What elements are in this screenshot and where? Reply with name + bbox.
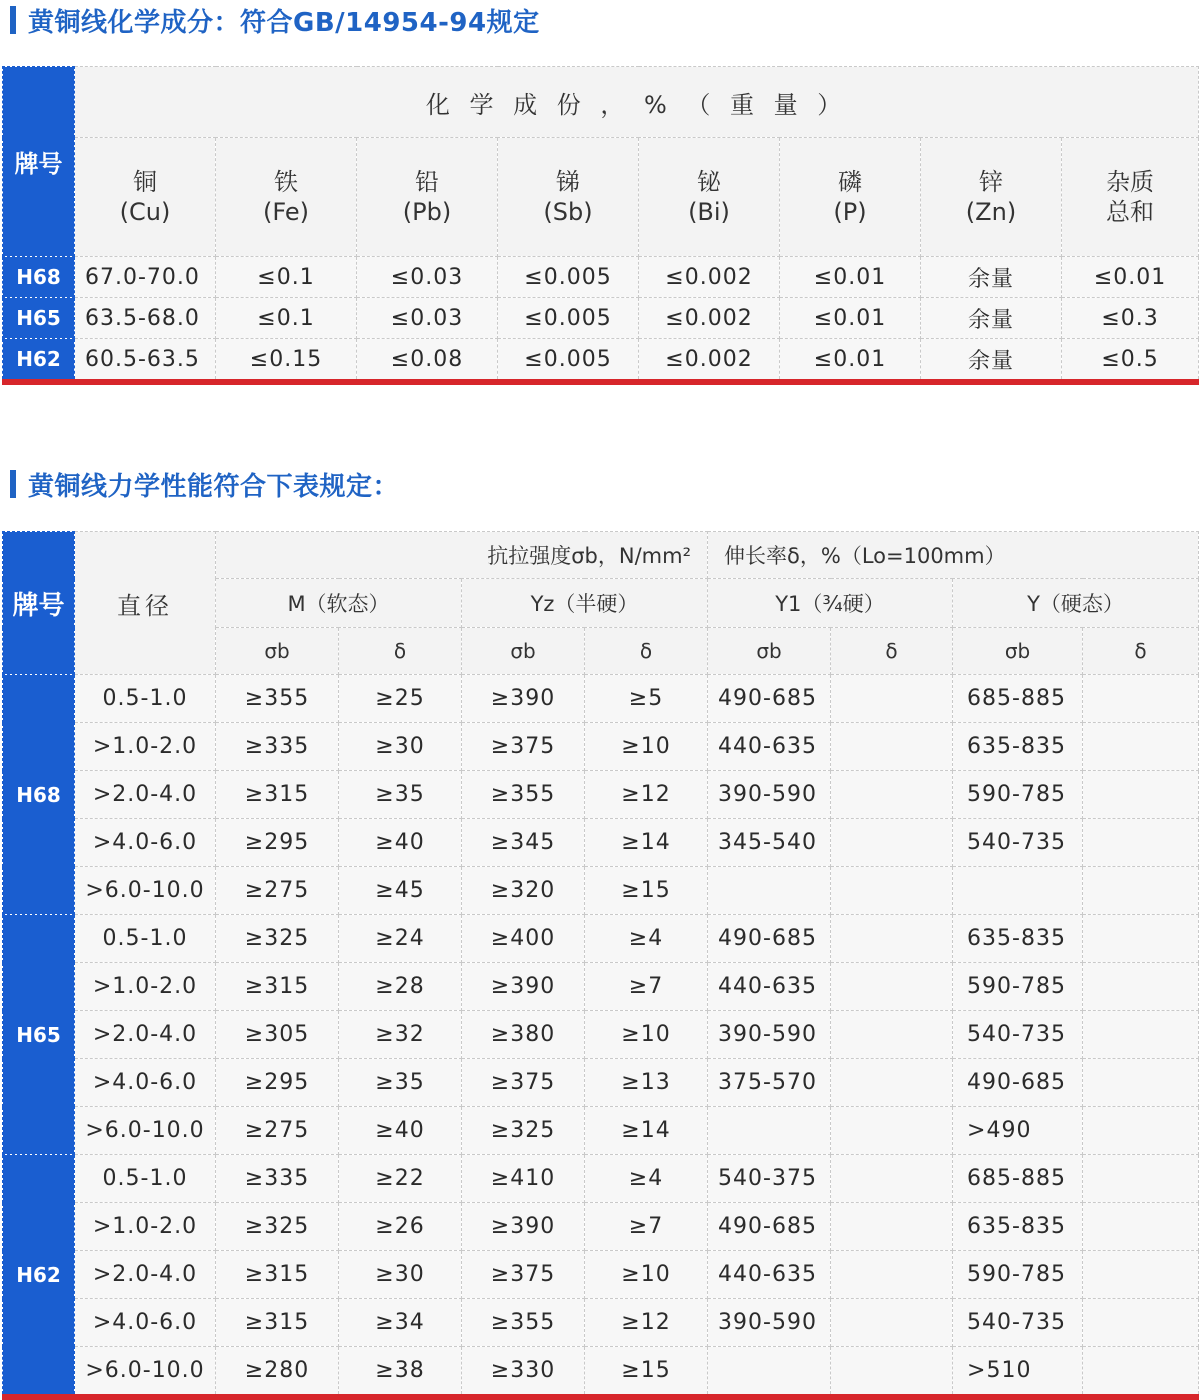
composition-value: ≤0.01 bbox=[1062, 257, 1199, 298]
property-value: ≥375 bbox=[462, 1251, 585, 1299]
composition-title: 化 学 成 份 ， % （ 重 量 ） bbox=[75, 67, 1199, 138]
property-value: ≥295 bbox=[216, 1059, 339, 1107]
property-value bbox=[1083, 675, 1199, 723]
element-header-row bbox=[3, 138, 1199, 257]
brand-header: 牌号 bbox=[3, 532, 75, 675]
strength-header: 抗拉强度σb，N/mm² bbox=[216, 532, 708, 579]
composition-value: ≤0.3 bbox=[1062, 298, 1199, 339]
mechanical-row bbox=[3, 1059, 1199, 1107]
mechanical-row bbox=[3, 771, 1199, 819]
element-header bbox=[357, 138, 498, 257]
composition-value: 63.5-68.0 bbox=[75, 298, 216, 339]
property-value: 440-635 bbox=[708, 1251, 831, 1299]
diameter-cell: 0.5-1.0 bbox=[75, 915, 216, 963]
temper-header: Y（硬态） bbox=[953, 579, 1199, 628]
property-value bbox=[831, 675, 953, 723]
mechanical-row bbox=[3, 1107, 1199, 1155]
mechanical-table bbox=[2, 531, 1199, 1400]
mechanical-row bbox=[3, 675, 1199, 723]
composition-value: 67.0-70.0 bbox=[75, 257, 216, 298]
title-accent-bar bbox=[10, 470, 16, 498]
composition-value: ≤0.01 bbox=[780, 339, 921, 383]
composition-value: ≤0.002 bbox=[639, 257, 780, 298]
composition-value: ≤0.002 bbox=[639, 339, 780, 383]
sub-header: σb bbox=[462, 628, 585, 675]
property-value: 635-835 bbox=[953, 1203, 1083, 1251]
property-value: 375-570 bbox=[708, 1059, 831, 1107]
mechanical-row bbox=[3, 1155, 1199, 1203]
sub-header: σb bbox=[216, 628, 339, 675]
section-title-composition bbox=[0, 0, 540, 40]
property-value: 490-685 bbox=[708, 1203, 831, 1251]
mechanical-row bbox=[3, 1011, 1199, 1059]
composition-value: ≤0.08 bbox=[357, 339, 498, 383]
composition-value: ≤0.03 bbox=[357, 257, 498, 298]
property-value bbox=[831, 867, 953, 915]
property-value: ≥25 bbox=[339, 675, 462, 723]
property-value bbox=[831, 1203, 953, 1251]
property-value bbox=[831, 723, 953, 771]
property-value: ≥355 bbox=[216, 675, 339, 723]
element-header bbox=[216, 138, 357, 257]
composition-row bbox=[3, 298, 1199, 339]
diameter-cell: >6.0-10.0 bbox=[75, 1347, 216, 1398]
property-value: ≥4 bbox=[585, 1155, 708, 1203]
property-value bbox=[1083, 963, 1199, 1011]
property-value: ≥5 bbox=[585, 675, 708, 723]
property-value: 590-785 bbox=[953, 1251, 1083, 1299]
diameter-cell: >1.0-2.0 bbox=[75, 723, 216, 771]
composition-value: 60.5-63.5 bbox=[75, 339, 216, 383]
mechanical-row bbox=[3, 867, 1199, 915]
mechanical-body bbox=[3, 675, 1199, 1398]
property-value bbox=[831, 1347, 953, 1398]
property-value: ≥7 bbox=[585, 963, 708, 1011]
element-symbol: (Bi) bbox=[688, 198, 730, 226]
diameter-cell: >2.0-4.0 bbox=[75, 771, 216, 819]
brand-cell: H68 bbox=[3, 675, 75, 915]
property-value: ≥40 bbox=[339, 819, 462, 867]
mechanical-row bbox=[3, 1347, 1199, 1398]
composition-value: 余量 bbox=[921, 298, 1062, 339]
brand-cell: H62 bbox=[3, 1155, 75, 1398]
property-value: ≥315 bbox=[216, 963, 339, 1011]
property-value: ≥335 bbox=[216, 1155, 339, 1203]
property-value: 440-635 bbox=[708, 963, 831, 1011]
element-name: 铜 bbox=[133, 168, 157, 196]
composition-row bbox=[3, 339, 1199, 383]
section-title-text: 黄铜线力学性能符合下表规定： bbox=[28, 471, 400, 502]
section-title-text: 黄铜线化学成分：符合GB/14954-94规定 bbox=[28, 7, 540, 38]
property-value: ≥390 bbox=[462, 675, 585, 723]
property-value bbox=[831, 1059, 953, 1107]
property-value: ≥325 bbox=[216, 1203, 339, 1251]
element-name: 磷 bbox=[838, 168, 862, 196]
property-value: ≥280 bbox=[216, 1347, 339, 1398]
property-value: 540-735 bbox=[953, 1299, 1083, 1347]
property-value bbox=[1083, 1251, 1199, 1299]
property-value: ≥275 bbox=[216, 1107, 339, 1155]
property-value: 590-785 bbox=[953, 963, 1083, 1011]
property-value bbox=[831, 1011, 953, 1059]
property-value: ≥45 bbox=[339, 867, 462, 915]
property-value: 685-885 bbox=[953, 1155, 1083, 1203]
temper-header: Y1（¾硬） bbox=[708, 579, 953, 628]
temper-header: Yz（半硬） bbox=[462, 579, 708, 628]
element-name: 铁 bbox=[274, 168, 298, 196]
property-value: 390-590 bbox=[708, 1011, 831, 1059]
diameter-cell: >4.0-6.0 bbox=[75, 1059, 216, 1107]
property-value: ≥7 bbox=[585, 1203, 708, 1251]
diameter-cell: >2.0-4.0 bbox=[75, 1251, 216, 1299]
property-value: ≥12 bbox=[585, 771, 708, 819]
composition-table bbox=[2, 66, 1199, 385]
mechanical-row bbox=[3, 723, 1199, 771]
property-value: ≥315 bbox=[216, 771, 339, 819]
composition-value: 余量 bbox=[921, 257, 1062, 298]
property-value: ≥335 bbox=[216, 723, 339, 771]
property-value: ≥315 bbox=[216, 1251, 339, 1299]
composition-body bbox=[3, 257, 1199, 383]
element-header bbox=[639, 138, 780, 257]
element-symbol: (Sb) bbox=[543, 198, 593, 226]
property-value bbox=[831, 819, 953, 867]
property-value: ≥34 bbox=[339, 1299, 462, 1347]
sub-header: δ bbox=[339, 628, 462, 675]
element-symbol: (Cu) bbox=[119, 198, 171, 226]
composition-value: ≤0.15 bbox=[216, 339, 357, 383]
element-name: 杂质 bbox=[1106, 168, 1155, 196]
property-value bbox=[831, 1251, 953, 1299]
property-value bbox=[708, 1347, 831, 1398]
property-value bbox=[831, 771, 953, 819]
composition-value: ≤0.1 bbox=[216, 257, 357, 298]
property-value: ≥375 bbox=[462, 723, 585, 771]
property-value: ≥10 bbox=[585, 1011, 708, 1059]
section-title-mechanical bbox=[0, 464, 399, 504]
composition-value: ≤0.03 bbox=[357, 298, 498, 339]
property-value: 635-835 bbox=[953, 723, 1083, 771]
property-value bbox=[831, 1107, 953, 1155]
property-value: 635-835 bbox=[953, 915, 1083, 963]
mechanical-row bbox=[3, 915, 1199, 963]
brand-cell: H65 bbox=[3, 915, 75, 1155]
diameter-cell: >1.0-2.0 bbox=[75, 963, 216, 1011]
brand-header: 牌号 bbox=[3, 67, 75, 257]
composition-value: ≤0.5 bbox=[1062, 339, 1199, 383]
mechanical-row bbox=[3, 819, 1199, 867]
sub-header: δ bbox=[831, 628, 953, 675]
mechanical-row bbox=[3, 1203, 1199, 1251]
property-value bbox=[1083, 867, 1199, 915]
sub-header: δ bbox=[1083, 628, 1199, 675]
diameter-cell: >4.0-6.0 bbox=[75, 1299, 216, 1347]
property-value: ≥35 bbox=[339, 1059, 462, 1107]
property-value: 440-635 bbox=[708, 723, 831, 771]
composition-row bbox=[3, 257, 1199, 298]
composition-value: ≤0.01 bbox=[780, 298, 921, 339]
property-value: 490-685 bbox=[708, 675, 831, 723]
property-value: ≥13 bbox=[585, 1059, 708, 1107]
elongation-header: 伸长率δ，%（Lo=100mm） bbox=[708, 532, 1199, 579]
property-value: ≥24 bbox=[339, 915, 462, 963]
composition-value: ≤0.01 bbox=[780, 257, 921, 298]
property-value bbox=[953, 867, 1083, 915]
property-value: ≥380 bbox=[462, 1011, 585, 1059]
property-value: 490-685 bbox=[708, 915, 831, 963]
sub-header: σb bbox=[953, 628, 1083, 675]
element-symbol: (Zn) bbox=[965, 198, 1017, 226]
property-value: ≥275 bbox=[216, 867, 339, 915]
property-value bbox=[831, 1299, 953, 1347]
element-symbol: (Fe) bbox=[263, 198, 309, 226]
element-symbol: (Pb) bbox=[402, 198, 452, 226]
property-value: ≥22 bbox=[339, 1155, 462, 1203]
property-value: 390-590 bbox=[708, 771, 831, 819]
brand-cell: H68 bbox=[3, 257, 75, 298]
element-name: 铋 bbox=[697, 168, 721, 196]
brand-cell: H62 bbox=[3, 339, 75, 383]
property-value: ≥390 bbox=[462, 963, 585, 1011]
element-header bbox=[780, 138, 921, 257]
element-header bbox=[498, 138, 639, 257]
diameter-cell: >2.0-4.0 bbox=[75, 1011, 216, 1059]
brand-cell: H65 bbox=[3, 298, 75, 339]
composition-value: ≤0.005 bbox=[498, 257, 639, 298]
property-value: ≥10 bbox=[585, 1251, 708, 1299]
diameter-cell: >4.0-6.0 bbox=[75, 819, 216, 867]
diameter-header: 直径 bbox=[75, 532, 216, 675]
property-value: ≥35 bbox=[339, 771, 462, 819]
mechanical-row bbox=[3, 1299, 1199, 1347]
property-value: >510 bbox=[953, 1347, 1083, 1398]
property-value bbox=[1083, 1155, 1199, 1203]
property-value: >490 bbox=[953, 1107, 1083, 1155]
property-value: 490-685 bbox=[953, 1059, 1083, 1107]
property-value: ≥400 bbox=[462, 915, 585, 963]
property-value bbox=[708, 1107, 831, 1155]
property-value: ≥355 bbox=[462, 1299, 585, 1347]
property-value bbox=[1083, 915, 1199, 963]
property-value: 590-785 bbox=[953, 771, 1083, 819]
property-value: ≥10 bbox=[585, 723, 708, 771]
diameter-cell: 0.5-1.0 bbox=[75, 1155, 216, 1203]
composition-value: ≤0.1 bbox=[216, 298, 357, 339]
sub-header: σb bbox=[708, 628, 831, 675]
property-value bbox=[1083, 1059, 1199, 1107]
composition-value: ≤0.005 bbox=[498, 298, 639, 339]
property-value bbox=[1083, 819, 1199, 867]
property-value: ≥315 bbox=[216, 1299, 339, 1347]
property-value: ≥14 bbox=[585, 819, 708, 867]
diameter-cell: >6.0-10.0 bbox=[75, 1107, 216, 1155]
property-value bbox=[1083, 1299, 1199, 1347]
property-value: 540-375 bbox=[708, 1155, 831, 1203]
property-value: ≥28 bbox=[339, 963, 462, 1011]
property-value: ≥40 bbox=[339, 1107, 462, 1155]
property-value: ≥30 bbox=[339, 1251, 462, 1299]
property-value: ≥15 bbox=[585, 1347, 708, 1398]
property-value: ≥26 bbox=[339, 1203, 462, 1251]
composition-value: ≤0.005 bbox=[498, 339, 639, 383]
property-value bbox=[1083, 1011, 1199, 1059]
property-value: ≥330 bbox=[462, 1347, 585, 1398]
temper-header: M（软态） bbox=[216, 579, 462, 628]
mechanical-row bbox=[3, 1251, 1199, 1299]
property-value: ≥38 bbox=[339, 1347, 462, 1398]
property-value: 390-590 bbox=[708, 1299, 831, 1347]
property-value: ≥410 bbox=[462, 1155, 585, 1203]
element-header bbox=[1062, 138, 1199, 257]
property-value: ≥325 bbox=[216, 915, 339, 963]
property-value bbox=[1083, 1203, 1199, 1251]
element-symbol: (P) bbox=[833, 198, 867, 226]
property-value: ≥15 bbox=[585, 867, 708, 915]
property-value bbox=[831, 1155, 953, 1203]
property-value: 540-735 bbox=[953, 1011, 1083, 1059]
property-value: ≥30 bbox=[339, 723, 462, 771]
property-value: ≥305 bbox=[216, 1011, 339, 1059]
property-value: 540-735 bbox=[953, 819, 1083, 867]
property-value: 345-540 bbox=[708, 819, 831, 867]
element-name: 锑 bbox=[556, 168, 580, 196]
mechanical-row bbox=[3, 963, 1199, 1011]
element-name: 锌 bbox=[979, 168, 1003, 196]
property-value bbox=[831, 963, 953, 1011]
property-value bbox=[708, 867, 831, 915]
property-value: ≥32 bbox=[339, 1011, 462, 1059]
property-value bbox=[831, 915, 953, 963]
property-value: 685-885 bbox=[953, 675, 1083, 723]
element-name: 铅 bbox=[415, 168, 439, 196]
sub-header: δ bbox=[585, 628, 708, 675]
property-value: ≥345 bbox=[462, 819, 585, 867]
title-accent-bar bbox=[10, 6, 16, 34]
diameter-cell: >1.0-2.0 bbox=[75, 1203, 216, 1251]
property-value: ≥390 bbox=[462, 1203, 585, 1251]
property-value: ≥4 bbox=[585, 915, 708, 963]
property-value: ≥375 bbox=[462, 1059, 585, 1107]
diameter-cell: 0.5-1.0 bbox=[75, 675, 216, 723]
element-header bbox=[921, 138, 1062, 257]
property-value bbox=[1083, 1107, 1199, 1155]
property-value bbox=[1083, 771, 1199, 819]
property-value: ≥14 bbox=[585, 1107, 708, 1155]
property-value bbox=[1083, 1347, 1199, 1398]
property-value: ≥320 bbox=[462, 867, 585, 915]
element-header bbox=[75, 138, 216, 257]
composition-value: 余量 bbox=[921, 339, 1062, 383]
property-value: ≥295 bbox=[216, 819, 339, 867]
property-value bbox=[1083, 723, 1199, 771]
diameter-cell: >6.0-10.0 bbox=[75, 867, 216, 915]
element-symbol: 总和 bbox=[1106, 198, 1155, 226]
composition-value: ≤0.002 bbox=[639, 298, 780, 339]
property-value: ≥325 bbox=[462, 1107, 585, 1155]
property-value: ≥355 bbox=[462, 771, 585, 819]
property-value: ≥12 bbox=[585, 1299, 708, 1347]
